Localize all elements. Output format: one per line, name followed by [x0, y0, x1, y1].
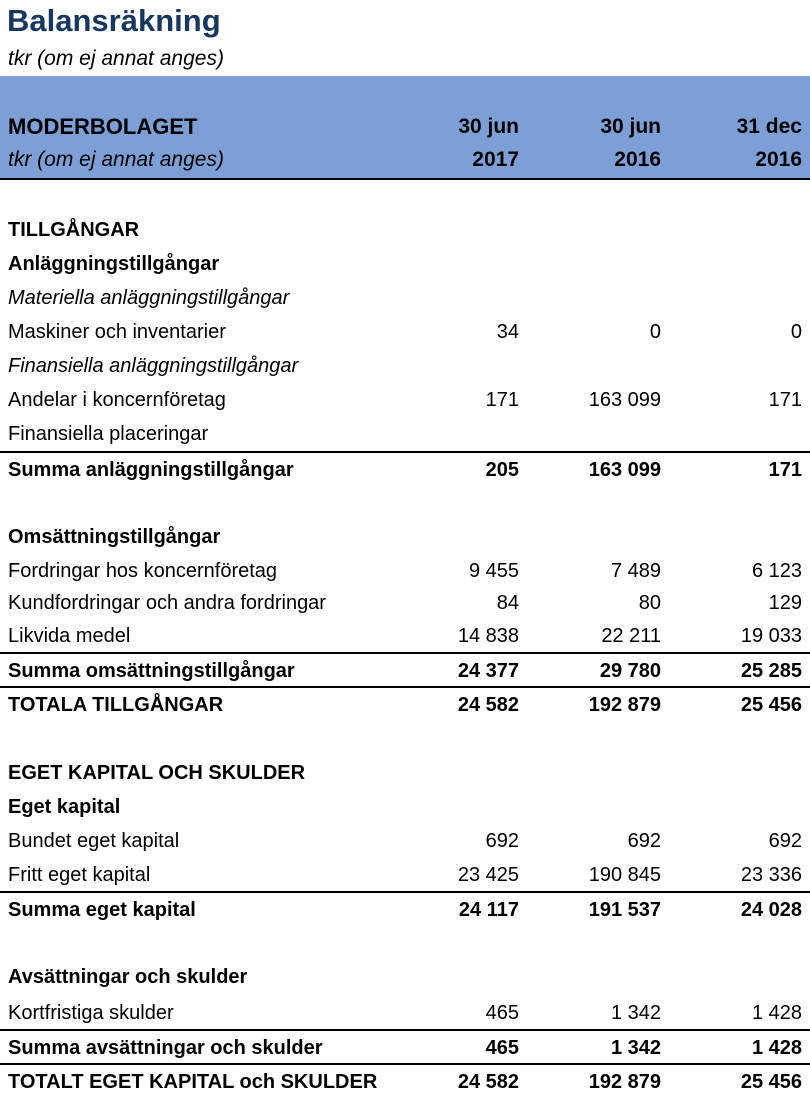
value-2016-dec: 19 033 — [740, 625, 802, 647]
value-2016-dec: 171 — [768, 459, 802, 481]
value-2016-dec: 25 285 — [740, 660, 802, 682]
table-row — [0, 586, 810, 620]
value-2017-jun: 84 — [496, 592, 519, 614]
subsection-heading — [0, 790, 810, 824]
group-heading — [0, 281, 810, 315]
value-2017-jun: 24 377 — [457, 660, 519, 682]
table-row — [0, 315, 810, 349]
value-2016-jun: 163 099 — [588, 389, 661, 411]
section-heading-equity-liabilities — [0, 756, 810, 790]
row-label: Eget kapital — [8, 796, 121, 818]
table-row — [0, 858, 810, 892]
value-2017-jun: 23 425 — [457, 864, 519, 886]
value-2016-dec: 692 — [768, 830, 802, 852]
value-2016-jun: 29 780 — [599, 660, 661, 682]
value-2016-jun: 7 489 — [610, 560, 661, 582]
row-label: TOTALT EGET KAPITAL och SKULDER — [8, 1071, 378, 1093]
col2-header-year: 2016 — [614, 148, 661, 171]
row-label: Finansiella placeringar — [8, 423, 209, 445]
value-2016-dec: 23 336 — [740, 864, 802, 886]
total-row — [0, 686, 810, 722]
table-row — [0, 554, 810, 588]
value-2017-jun: 9 455 — [468, 560, 519, 582]
row-label: Likvida medel — [8, 625, 131, 647]
value-2016-dec: 25 456 — [740, 694, 802, 716]
subsection-heading — [0, 960, 810, 994]
page-title: Balansräkning — [7, 3, 221, 38]
table-row — [0, 996, 810, 1030]
row-label: Avsättningar och skulder — [8, 966, 248, 988]
row-label: TOTALA TILLGÅNGAR — [8, 694, 224, 716]
row-label: TILLGÅNGAR — [8, 219, 140, 241]
row-label: Finansiella anläggningstillgångar — [8, 355, 299, 377]
value-2017-jun: 24 582 — [457, 694, 519, 716]
company-label: MODERBOLAGET — [8, 114, 198, 139]
row-label: Fordringar hos koncernföretag — [8, 560, 278, 582]
row-label: Summa anläggningstillgångar — [8, 459, 294, 481]
value-2017-jun: 24 582 — [457, 1071, 519, 1093]
value-2016-dec: 1 428 — [751, 1002, 802, 1024]
value-2016-jun: 163 099 — [588, 459, 661, 481]
value-2017-jun: 465 — [485, 1002, 519, 1024]
row-label: Omsättningstillgångar — [8, 526, 221, 548]
unit-label: tkr (om ej annat anges) — [8, 148, 224, 171]
subtotal-row — [0, 891, 810, 927]
subtotal-row — [0, 652, 810, 688]
value-2016-jun: 22 211 — [601, 625, 661, 647]
row-label: Materiella anläggningstillgångar — [8, 287, 290, 309]
value-2016-dec: 24 028 — [740, 899, 802, 921]
value-2017-jun: 692 — [485, 830, 519, 852]
total-row — [0, 1063, 810, 1099]
col2-header-date: 30 jun — [600, 115, 661, 138]
row-label: Summa avsättningar och skulder — [8, 1037, 323, 1059]
table-row — [0, 383, 810, 417]
row-label: Summa eget kapital — [8, 899, 196, 921]
subtotal-row — [0, 1029, 810, 1065]
value-2016-jun: 1 342 — [610, 1002, 661, 1024]
value-2016-jun: 192 879 — [588, 1071, 661, 1093]
subsection-heading — [0, 520, 810, 554]
header-row-bottom — [0, 143, 810, 177]
row-label: Bundet eget kapital — [8, 830, 180, 852]
header-row-top — [0, 110, 810, 144]
row-label: Anläggningstillgångar — [8, 253, 220, 275]
page-subtitle: tkr (om ej annat anges) — [8, 47, 224, 70]
value-2016-jun: 191 537 — [588, 899, 661, 921]
row-label: Kortfristiga skulder — [8, 1002, 174, 1024]
table-header — [0, 76, 810, 180]
value-2016-jun: 0 — [649, 321, 661, 343]
value-2016-dec: 1 428 — [751, 1037, 802, 1059]
value-2016-dec: 0 — [790, 321, 802, 343]
table-row — [0, 824, 810, 858]
value-2016-dec: 6 123 — [751, 560, 802, 582]
table-row — [0, 619, 810, 653]
value-2017-jun: 205 — [485, 459, 519, 481]
row-label: Fritt eget kapital — [8, 864, 151, 886]
value-2017-jun: 14 838 — [457, 625, 519, 647]
value-2017-jun: 171 — [485, 389, 519, 411]
col1-header-year: 2017 — [472, 148, 519, 171]
value-2017-jun: 34 — [496, 321, 519, 343]
value-2017-jun: 24 117 — [458, 899, 519, 921]
value-2016-dec: 25 456 — [740, 1071, 802, 1093]
value-2016-jun: 692 — [627, 830, 661, 852]
col3-header-date: 31 dec — [736, 115, 802, 138]
value-2016-jun: 192 879 — [588, 694, 661, 716]
value-2016-jun: 1 342 — [610, 1037, 661, 1059]
col3-header-year: 2016 — [755, 148, 802, 171]
value-2016-dec: 129 — [768, 592, 802, 614]
row-label: Maskiner och inventarier — [8, 321, 226, 343]
table-row — [0, 417, 810, 451]
row-label: EGET KAPITAL OCH SKULDER — [8, 762, 306, 784]
row-label: Kundfordringar och andra fordringar — [8, 592, 326, 614]
col1-header-date: 30 jun — [458, 115, 519, 138]
subtotal-row — [0, 451, 810, 487]
value-2016-dec: 171 — [768, 389, 802, 411]
subsection-heading — [0, 247, 810, 281]
value-2016-jun: 80 — [638, 592, 661, 614]
group-heading — [0, 349, 810, 383]
value-2016-jun: 190 845 — [588, 864, 661, 886]
row-label: Andelar i koncernföretag — [8, 389, 226, 411]
row-label: Summa omsättningstillgångar — [8, 660, 295, 682]
value-2017-jun: 465 — [485, 1037, 519, 1059]
section-heading-assets — [0, 213, 810, 247]
